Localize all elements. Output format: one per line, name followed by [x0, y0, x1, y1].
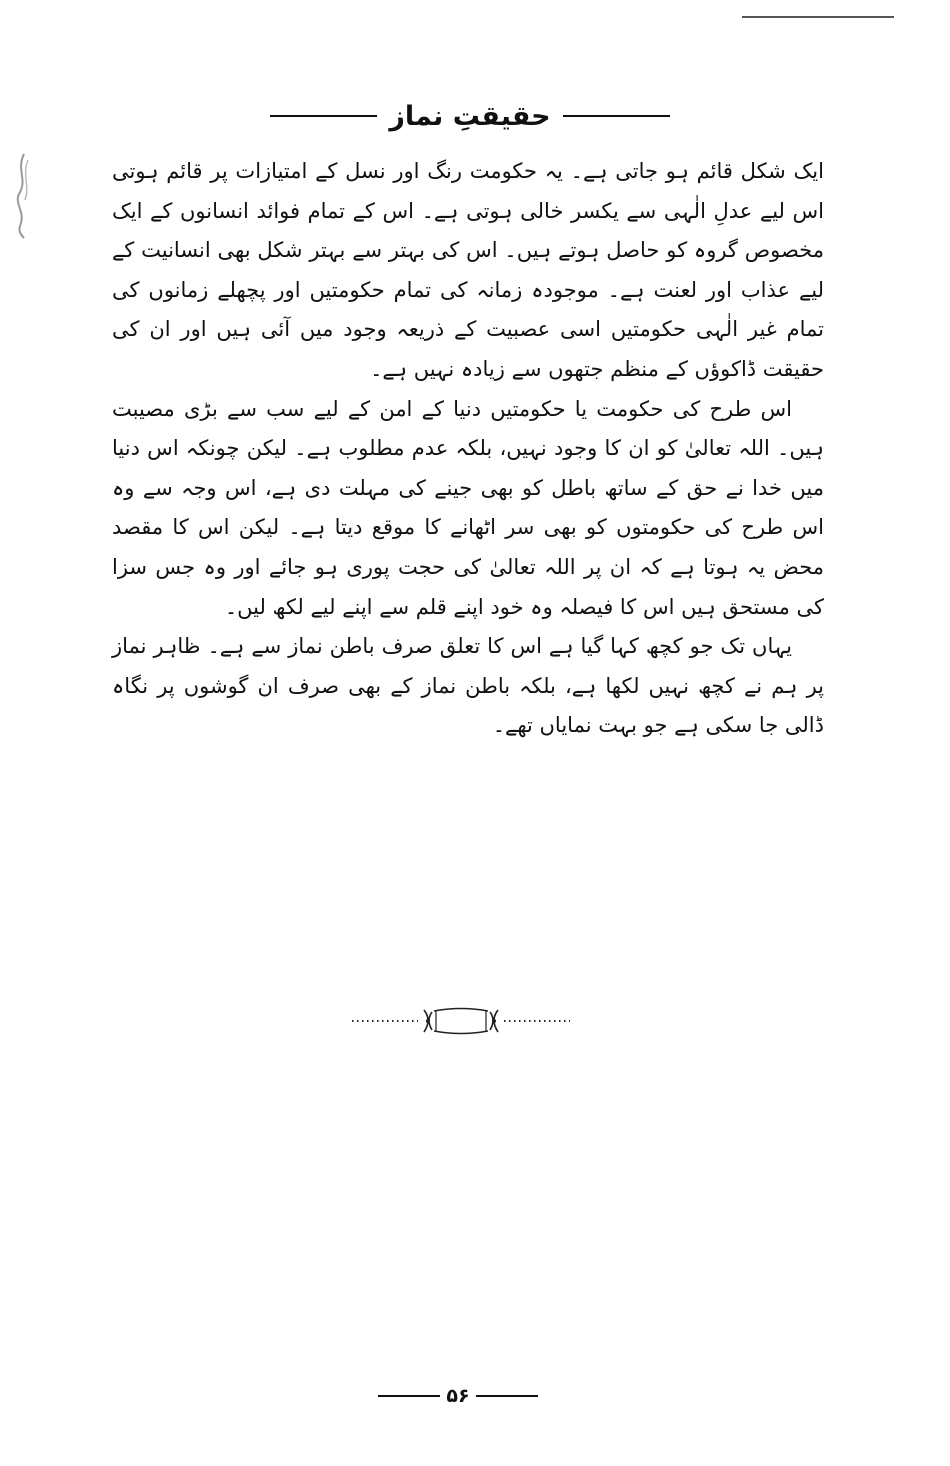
scan-margin-mark [10, 150, 36, 240]
section-end-ornament [350, 1002, 572, 1038]
footer-rule-left [378, 1395, 440, 1397]
paragraph: یہاں تک جو کچھ کہا گیا ہے اس کا تعلق صرف باطن نماز سے ہے۔ ظاہر نماز پر ہم نے کچھ نہیں لکھا ہے، بلکہ باطن نماز کے بھی صرف ان گوشوں پر نگاہ ڈالی جا سکی ہے جو بہت نمایاں تھے۔ [112, 634, 824, 738]
header-rule-left [270, 115, 377, 117]
body-text [112, 152, 824, 746]
top-edge-rule [742, 16, 894, 18]
page-header [270, 96, 670, 136]
page-number: ۵۶ [446, 1384, 470, 1407]
page-footer [378, 1382, 538, 1410]
paragraph: ایک شکل قائم ہو جاتی ہے۔ یہ حکومت رنگ اور نسل کے امتیازات پر قائم ہوتی اس لیے عدلِ الٰہی سے یکسر خالی ہوتی ہے۔ اس کے تمام فوائد انسانوں کے ایک مخصوص گروہ کو حاصل ہوتے ہیں۔ اس کی بہتر سے بہتر شکل بھی انسانیت کے لیے عذاب اور لعنت ہے۔ موجودہ زمانہ کی تمام حکومتیں اور پچھلے زمانوں کی تمام غیر الٰہی حکومتیں اسی عصبیت کے ذریعہ وجود میں آئی ہیں اور ان کی حقیقت ڈاکوؤں کے منظم جتھوں سے زیادہ نہیں ہے۔ [112, 159, 824, 381]
footer-rule-right [476, 1395, 538, 1397]
header-title: حقیقتِ نماز [389, 100, 551, 132]
header-rule-right [563, 115, 670, 117]
paragraph: اس طرح کی حکومت یا حکومتیں دنیا کے امن کے لیے سب سے بڑی مصیبت ہیں۔ اللہ تعالیٰ کو ان کا وجود نہیں، بلکہ عدم مطلوب ہے۔ لیکن چونکہ اس دنیا میں خدا نے حق کے ساتھ باطل کو بھی جینے کی مہلت دی ہے، اس وجہ سے وہ اس طرح کی حکومتوں کو بھی سر اٹھانے کا موقع دیتا ہے۔ لیکن اس کا مقصد محض یہ ہوتا ہے کہ ان پر اللہ تعالیٰ کی حجت پوری ہو جائے اور وہ جس سزا کی مستحق ہیں اس کا فیصلہ وہ خود اپنے قلم سے اپنے لیے لکھ لیں۔ [112, 396, 824, 619]
